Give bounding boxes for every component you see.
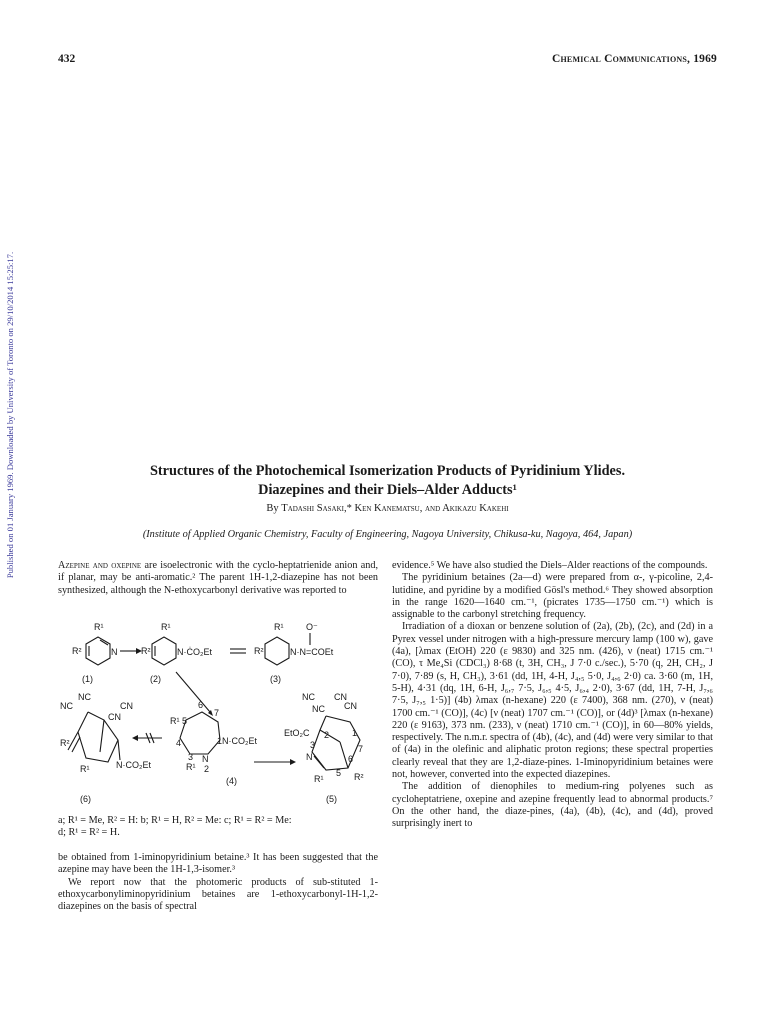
struct5-num1: 1 <box>352 728 358 738</box>
article-title-line2: Diazepines and their Diels–Alder Adducts¹ <box>258 482 517 498</box>
structure-6 <box>60 692 151 804</box>
caption-line1: a; R¹ = Me, R² = H: b; R¹ = H, R² = Me: c; R¹ = R² = Me: <box>58 815 292 826</box>
by-label: By <box>266 503 279 514</box>
article-title-line1: Structures of the Photochemical Isomerization Products of Pyridinium Ylides. <box>149 463 626 479</box>
structure-1 <box>72 622 142 684</box>
struct1-n: N <box>111 647 118 657</box>
struct4-num6: 6 <box>198 700 204 710</box>
struct1-r2: R² <box>72 646 82 656</box>
struct5-num6: 6 <box>348 754 354 764</box>
struct2-r2: R² <box>141 646 151 656</box>
struct4-num4: 4 <box>176 738 182 748</box>
struct5-num3: 3 <box>310 740 316 750</box>
struct5-nc1: NC <box>302 692 315 702</box>
struct5-num5: 5 <box>336 768 342 778</box>
left-column-intro <box>58 560 378 597</box>
struct2-r1: R¹ <box>161 622 171 632</box>
struct5-eto2c: EtO₂C <box>284 728 310 738</box>
struct3-r2: R² <box>254 646 264 656</box>
structure-2 <box>141 622 246 716</box>
journal-header: Chemical Communications, 1969 <box>552 53 717 65</box>
label-compound-2: (2) <box>150 674 161 684</box>
right-para-1: evidence.⁵ We have also studied the Diels–Alder reactions of the compounds. <box>392 560 708 571</box>
left-column-continued <box>58 852 378 913</box>
caption-line2: d; R¹ = R² = H. <box>58 827 120 839</box>
publication-notice[interactable]: Published on 01 January 1969. Downloaded by University of Toronto on 29/10/2014 15:25:17. <box>5 251 15 579</box>
struct2-nco2et: N·ĊO₂Et <box>177 647 212 657</box>
structure-5 <box>284 692 364 804</box>
label-compound-6: (6) <box>80 794 91 804</box>
struct4-n1co2et: 1N·CO₂Et <box>217 736 257 746</box>
label-compound-5: (5) <box>326 794 337 804</box>
struct5-cn1: CN <box>334 692 347 702</box>
struct3-ominus: O⁻ <box>306 622 318 632</box>
struct5-cn2: CN <box>344 701 357 711</box>
author-line <box>40 503 735 514</box>
struct3-nncoet: N·N=COEt <box>290 647 334 657</box>
author-names: Tadashi Sasaki,* Ken Kanematsu, and Akikazu Kakehi <box>281 503 509 514</box>
left-para-2: We report now that the photomeric products of sub-stituted 1-ethoxycarbonyliminopyridinium betaines are 1-ethoxycarbonyl-1H-1,2-diazepines on the basis of spectral <box>58 876 378 913</box>
struct5-r1: R¹ <box>314 774 324 784</box>
right-column <box>392 560 713 831</box>
struct4-num3: 3 <box>188 752 194 762</box>
intro-lead: Azepine and oxepine <box>58 560 142 571</box>
institution: (Institute of Applied Organic Chemistry, Faculty of Engineering, Nagoya University, Chikusa-ku, Nagoya, 464, Japan) <box>142 529 633 540</box>
struct4-num5: 5 <box>182 716 188 726</box>
struct1-r1: R¹ <box>94 622 104 632</box>
struct6-cn2: CN <box>108 712 121 722</box>
struct4-num7: 7 <box>214 708 220 718</box>
struct6-cn1: CN <box>120 701 133 711</box>
struct3-r1: R¹ <box>274 622 284 632</box>
structure-4 <box>170 700 257 786</box>
label-compound-3: (3) <box>270 674 281 684</box>
right-para-4: The addition of dienophiles to medium-ring polyenes such as cycloheptatriene, oxepine and azepine frequently lead to abnormal products.⁷ On the other hand, the diaze-pines, (4a), (4b), (4c), and (4d), proved surprisingly inert to <box>392 781 713 830</box>
figure-caption <box>58 815 378 840</box>
right-para-3: Irradiation of a dioxan or benzene solution of (2a), (2b), (2c), and (2d) in a Pyrex vessel under nitrogen with a high-pressure mercury lamp (100 w), gave (4a), [λmax (EtOH) 220 (ε 9830) and 325 nm. (426), ν (neat) 1715 cm.⁻¹ (CO), τ Me₄Si (CDCl₃) 8·68 (t, 3H, CH₃, J 7·0 c./sec.), 5·70 (q, 2H, CH₂, J 7·0), 7·89 (s, H, CH₃), 3·61 (dd, 1H, 4-H, J₄,₅ 5·0, J₄,₆ 2·0) ca. 3·60 (m, 1H, 5-H), 4·31 (dq, 1H, 6-H, J₆,₇ 7·5, J₆,₅ 4·5, J₆,₄ 2·0), 3·67 (dd, 1H, 7-H, J₇,₆ 7·5, J₇,₅ 1·5)] (4b) λmax (n-hexane) 220 (ε 7400), 368 nm. (270), ν (neat) 1700 cm.⁻¹ (CO)], (4c) [ν (neat) 1707 cm.⁻¹ (CO)], or (4d)³ [λmax (n-hexane) 220 (ε 9163), 373 nm. (233), ν (neat) 1710 cm.⁻¹ (CO)], in 60—80% yields, respectively. The n.m.r. spectra of (4b), (4c), and (4d) were very similar to that of (4a) in the olefinic and aliphatic proton regions; these spectral properties clearly reveal that they are 1,2-diaze-pines. 1-Iminopyridinium betaines were not, however, converted into the expected diazepines. <box>392 621 713 781</box>
struct5-num2: 2 <box>324 730 330 740</box>
structure-3 <box>254 622 334 684</box>
struct5-nc2: NC <box>312 704 325 714</box>
struct6-nco2et: N·CO₂Et <box>116 760 151 770</box>
intro-text: are isoelectronic with the cyclo-heptatrienide anion and, if planar, may be anti-aromatic.² The parent 1H-1,2-diazepine has not been synthesized, although the N-ethoxycarbonyl derivative was reported to <box>58 560 379 596</box>
reaction-scheme-figure <box>58 612 383 810</box>
struct4-r1b: R¹ <box>186 762 196 772</box>
struct6-r1: R¹ <box>80 764 90 774</box>
struct4-num2: 2 <box>204 764 210 774</box>
struct5-r2: R² <box>354 772 364 782</box>
page-number: 432 <box>58 53 76 65</box>
struct5-n: N <box>306 752 313 762</box>
label-compound-1: (1) <box>82 674 93 684</box>
right-para-2: The pyridinium betaines (2a—d) were prepared from α-, γ-picoline, 2,4-lutidine, and pyridine by a modified Gösl's method.⁶ They showed absorption in the range 1620—1640 cm.⁻¹, (picrates 1735—1750 cm.⁻¹) which is assignable to the carbonyl stretching frequency. <box>392 572 713 621</box>
struct4-n: N <box>202 754 209 764</box>
left-para-continue: be obtained from 1-iminopyridinium betaine.³ It has been suggested that the azepine may have been the 1H-1,3-isomer.³ <box>58 852 378 876</box>
struct4-r1: R¹ <box>170 716 180 726</box>
struct6-nc1: NC <box>78 692 91 702</box>
struct6-nc2: NC <box>60 701 73 711</box>
label-compound-4: (4) <box>226 776 237 786</box>
struct5-num7: 7 <box>358 744 364 754</box>
struct6-r2: R² <box>60 738 70 748</box>
